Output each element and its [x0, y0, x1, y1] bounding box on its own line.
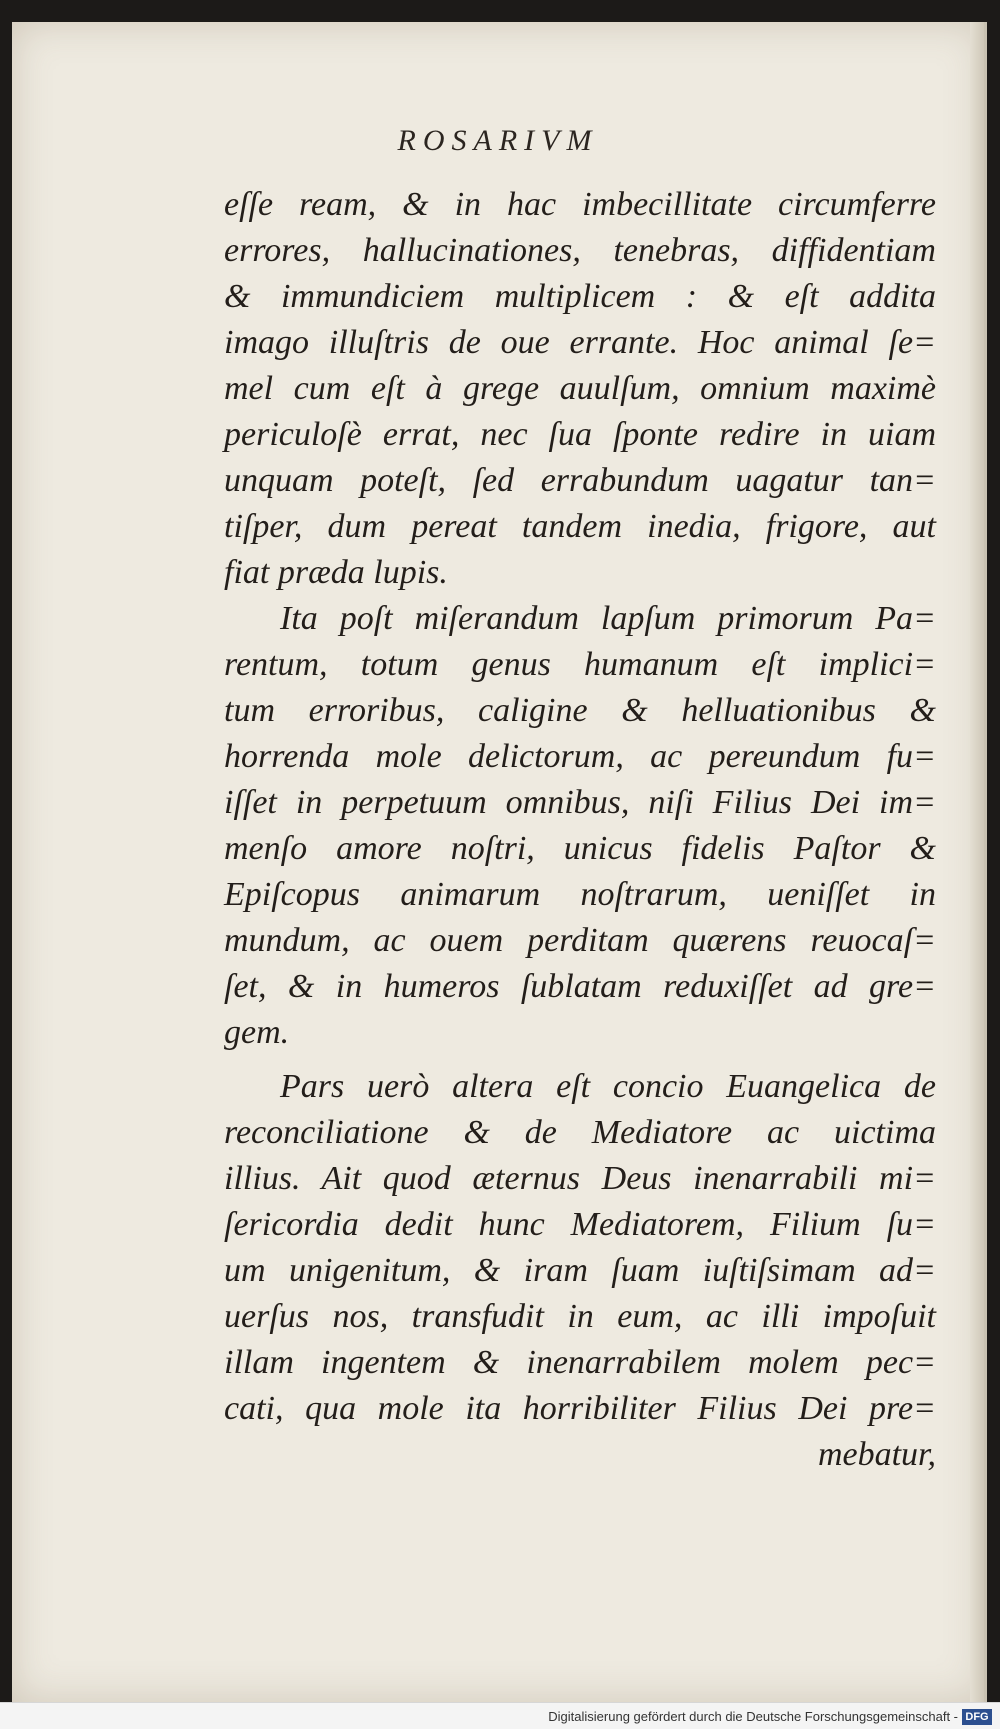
body-text: [224, 182, 936, 1478]
text-line: um unigenitum, & iram ſuam iuſtiſsimam ad=: [224, 1252, 936, 1289]
book-page: [12, 22, 987, 1702]
text-line: periculoſè errat, nec ſua ſponte redire in uiam: [224, 416, 936, 453]
page-edge: [970, 22, 984, 1702]
text-line: Epiſcopus animarum noſtrarum, ueniſſet in: [224, 876, 936, 913]
text-line: horrenda mole delictorum, ac pereundum fu=: [224, 738, 936, 775]
text-line: gem.: [224, 1014, 290, 1051]
text-line: illius. Ait quod æternus Deus inenarrabili mi=: [224, 1160, 936, 1197]
text-line: ſet, & in humeros ſublatam reduxiſſet ad gre=: [224, 968, 936, 1005]
text-line: illam ingentem & inenarrabilem molem pec=: [224, 1344, 936, 1381]
text-line: iſſet in perpetuum omnibus, niſi Filius Dei im=: [224, 784, 936, 821]
text-line: & immundiciem multiplicem : & eſt addita: [224, 278, 936, 315]
running-head: ROSARIVM: [397, 124, 599, 157]
text-line: mundum, ac ouem perditam quærens reuocaſ=: [224, 922, 936, 959]
footer-credit: Digitalisierung gefördert durch die Deutsche Forschungsgemeinschaft -: [548, 1709, 958, 1724]
text-line: fiat præda lupis.: [224, 554, 448, 591]
text-line: tiſper, dum pereat tandem inedia, frigore, aut: [224, 508, 936, 545]
text-line: mel cum eſt à grege auulſum, omnium maximè: [224, 370, 936, 407]
text-line: unquam poteſt, ſed errabundum uagatur tan=: [224, 462, 936, 499]
dfg-logo: DFG: [962, 1709, 992, 1725]
text-line: Ita poſt miſerandum lapſum primorum Pa=: [280, 600, 936, 637]
text-line: reconciliatione & de Mediatore ac uictima: [224, 1114, 936, 1151]
text-line: eſſe ream, & in hac imbecillitate circumferre: [224, 186, 936, 223]
catchword: mebatur,: [817, 1436, 936, 1473]
text-line: tum erroribus, caligine & helluationibus &: [224, 692, 936, 729]
text-line: rentum, totum genus humanum eſt implici=: [224, 646, 936, 683]
text-line: cati, qua mole ita horribiliter Filius Dei pre=: [224, 1390, 936, 1427]
text-line: errores, hallucinationes, tenebras, diffidentiam: [224, 232, 936, 269]
text-line: imago illuſtris de oue errante. Hoc animal ſe=: [224, 324, 936, 361]
text-line: uerſus nos, transfudit in eum, ac illi impoſuit: [224, 1298, 936, 1335]
text-line: menſo amore noſtri, unicus fidelis Paſtor &: [224, 830, 936, 867]
footer-bar: [0, 1702, 1000, 1729]
text-line: ſericordia dedit hunc Mediatorem, Filium ſu=: [224, 1206, 936, 1243]
text-line: Pars uerò altera eſt concio Euangelica de: [280, 1068, 936, 1105]
